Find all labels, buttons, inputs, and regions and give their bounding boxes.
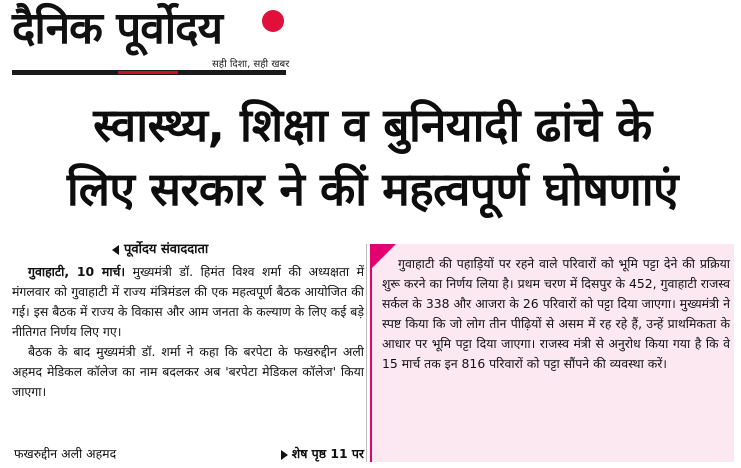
continued-notice [281, 445, 364, 463]
story-paragraph-2: बैठक के बाद मुख्यमंत्री डॉ. शर्मा ने कहा कि बरपेटा के फखरुद्दीन अली अहमद मेडिकल कॉलेज का नाम बदलकर अब 'बरपेटा मेडिकल कॉलेज' किया जाएगा। [12, 344, 364, 399]
story-paragraph-1 [12, 262, 364, 342]
continued-arrow-icon [281, 450, 288, 460]
headline-line-1: स्वास्थ्य, शिक्षा व बुनियादी ढांचे के [93, 98, 652, 152]
highlight-text: गुवाहाटी की पहाड़ियों पर रहने वाले परिवारों को भूमि पट्टा देने की प्रक्रिया शुरू करने का निर्णय लिया है। प्रथम चरण में दिसपुर के 452, गुवाहाटी राजस्व सर्कल के 338 और आजरा के 26 परिवारों को पट्टा दिया जाएगा। मुख्यमंत्री ने स्पष्ट किया कि जो लोग तीन पीढ़ियों से असम में रह रहे हैं, उन्हें प्राथमिकता के आधार पर भूमि पट्टा दिया जाएगा। राजस्व मंत्री से अनुरोध किया गया है कि वे 15 मार्च तक इन 816 परिवारों को पट्टा सौंपने की व्यवस्था करें। [382, 256, 730, 371]
story-last-line: फखरुद्दीन अली अहमद [14, 446, 117, 461]
column-divider [366, 244, 367, 462]
headline-line-2: लिए सरकार ने कीं महत्वपूर्ण घोषणाएं [66, 162, 679, 216]
newspaper-logo: दैनिक पूर्वोदय [12, 3, 223, 54]
story-paragraph-1-text: मुख्यमंत्री डॉ. हिमंत विश्व शर्मा की अध्यक्षता में मंगलवार को गुवाहाटी में राज्य मंत्रिमंडल की एक महत्वपूर्ण बैठक आयोजित की गई। इस बैठक में राज्य के विकास और आम जनता के कल्याण के लिए कई बड़े नीतिगत निर्णय लिए गए। [12, 264, 364, 339]
dateline: गुवाहाटी, 10 मार्च। [28, 264, 126, 279]
byline-text: पूर्वोदय संवाददाता [124, 242, 209, 257]
highlight-text-block [382, 254, 730, 374]
story-body [12, 262, 364, 402]
highlight-box [370, 244, 734, 462]
masthead-rule-accent [118, 71, 178, 74]
story-footline [14, 445, 364, 463]
continued-text: शेष पृष्ठ 11 पर [291, 446, 364, 461]
masthead [12, 4, 288, 74]
masthead-tagline: सही दिशा, सही खबर [212, 59, 290, 70]
logo-dot-icon [262, 10, 284, 32]
byline-arrow-icon [112, 245, 119, 255]
byline [112, 239, 208, 257]
